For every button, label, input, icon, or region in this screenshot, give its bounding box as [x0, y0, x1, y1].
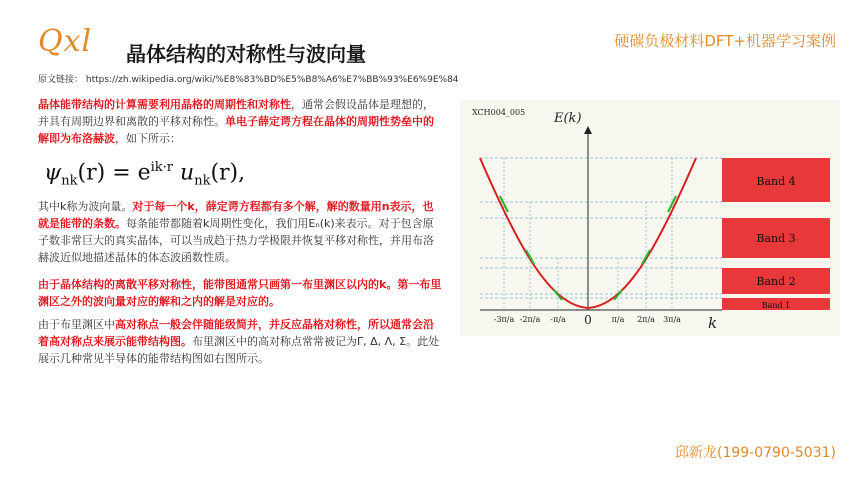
body-text: 布里渊区中的高对称点常常被记为Γ, Δ, Λ, Σ。此处展示几种常见半导体的能带结构图如右图所示。 [38, 335, 440, 365]
paragraph-intro [38, 96, 442, 147]
eq-sub: nk [194, 173, 211, 189]
x-tick-label: 3π/a [663, 315, 681, 324]
source-label: 原文链接： [38, 75, 84, 85]
band-2-label: Band 2 [756, 275, 796, 288]
x-tick-label: 0 [584, 313, 592, 327]
brand-title: 硬碳负极材料DFT+机器学习案例 [614, 32, 836, 50]
body-text: ，通常会假设晶体是理想的，并具有周期边界和离散的平移对称性。 [38, 98, 434, 128]
x-tick-label: 2π/a [637, 315, 655, 324]
eq-mid: (r) = e [77, 160, 151, 186]
band-1-label: Band 1 [761, 301, 791, 310]
contact-info: 邱新龙(199-0790-5031) [674, 445, 836, 461]
band-diagram [460, 100, 840, 336]
paragraph-brillouin [38, 276, 442, 310]
x-tick-label: π/a [611, 315, 625, 324]
y-axis-label: E(k) [554, 111, 582, 126]
highlight-text: 晶体能带结构的计算需要利用晶格的周期性和对称性 [38, 98, 291, 111]
source-link[interactable]: https://zh.wikipedia.org/wiki/%E8%83%BD%E5%B8%A6%E7%BB%93%E6%9E%84 [85, 75, 459, 85]
body-text: 由于布里渊区中 [38, 318, 115, 331]
eq-end: (r), [210, 160, 246, 186]
bloch-equation [44, 160, 245, 189]
paragraph-wavevector [38, 198, 442, 266]
eq-u: u [173, 160, 195, 186]
band-4-label: Band 4 [756, 175, 796, 188]
source-line [38, 72, 459, 85]
x-tick-label: -3π/a [493, 315, 515, 324]
highlight-text: 由于晶体结构的离散平移对称性，能带图通常只画第一布里渊区以内的k。第一布里渊区之外的波向量对应的解和之内的解是对应的。 [38, 278, 442, 308]
x-tick-label: -2π/a [519, 315, 541, 324]
y-axis-arrow-icon [584, 126, 592, 134]
page-title: 晶体结构的对称性与波向量 [126, 42, 366, 66]
eq-sub: nk [61, 173, 78, 189]
band-structure-figure [460, 100, 840, 336]
body-text: ，如下所示： [115, 132, 181, 145]
eq-psi: ψ [44, 160, 62, 186]
x-tick-label: -π/a [550, 315, 566, 324]
paragraph-symmetry [38, 316, 442, 367]
band-3-label: Band 3 [756, 232, 796, 245]
x-axis-label: k [708, 314, 718, 332]
figure-id-label: XCH004_005 [472, 108, 526, 117]
highlight-text: 高对称点一般会伴随能级简并，并反应晶格对称性，所以通常会沿着高对称点来展示能带结构图。 [38, 318, 434, 348]
highlight-text: 对于每一个k，薛定谔方程都有多个解，解的数量用n表示，也就是能带的条数。 [38, 200, 434, 230]
highlight-text: 单电子薛定谔方程在晶体的周期性势垒中的解即为布洛赫波 [38, 115, 434, 145]
body-text: 每条能带都随着k周期性变化，我们用Eₙ(k)来表示。对于包含原子数非常巨大的真实晶体，可以当成趋于热力学极限并恢复平移对称性，并用布洛赫波近似地描述晶体的体态波函数性质。 [38, 217, 434, 264]
eq-sup: ik·r [150, 160, 174, 175]
body-text: 其中k称为波向量。 [38, 200, 133, 213]
logo: Qxl [38, 24, 93, 59]
